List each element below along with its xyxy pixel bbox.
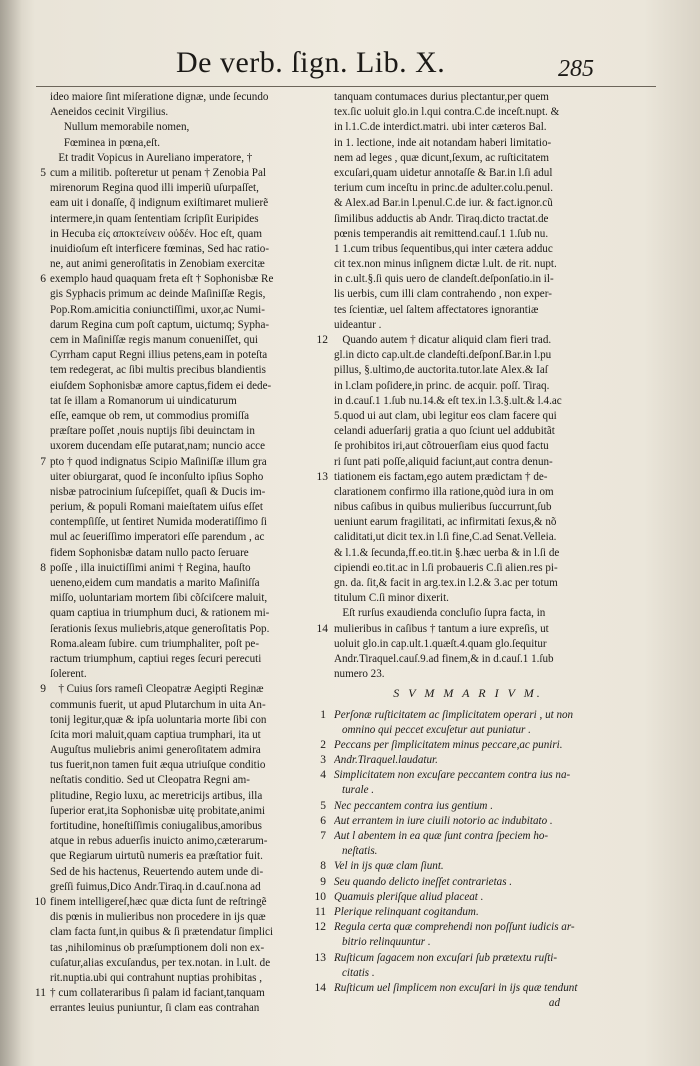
- text-line: [334, 318, 602, 333]
- text-line: [50, 318, 314, 333]
- text-line: [334, 485, 602, 500]
- text-line: [50, 287, 314, 302]
- text-line: [50, 941, 314, 956]
- text-line: [316, 622, 602, 637]
- summary-item: [314, 951, 602, 981]
- summary-text: Quamuis pleriſque aliud placeat .: [334, 890, 484, 903]
- text-line: [50, 394, 314, 409]
- summary-text: omnino qui peccet excuſetur aut puniatur .: [342, 723, 531, 736]
- line-text: finem intelligereſ,hæc quæ dicta ſunt de reſtringẽ: [50, 895, 267, 908]
- text-line: [334, 591, 602, 606]
- line-text: in l.clam poſidere,in princ. de acquir. poſſ. Tiraq.: [334, 379, 550, 392]
- line-text: nibus caſibus in quibus mulieribus ſuccurrunt,ſub: [334, 501, 552, 514]
- line-text: 5.quod ui aut clam, ubi legitur eos clam facere qui: [334, 409, 557, 422]
- text-line: [50, 120, 314, 135]
- line-text: mul ac ſeueriſſimo imperatori eſſe parendum , ac: [50, 531, 265, 544]
- text-line: [50, 424, 314, 439]
- text-line: [334, 227, 602, 242]
- text-line: [334, 424, 602, 439]
- text-line: [50, 470, 314, 485]
- text-line: [50, 485, 314, 500]
- marginal-number: 7: [40, 455, 46, 468]
- line-text: in d.cauſ.1 1.ſub nu.14.& eſt tex.in l.3.§.ult.& l.4.ac: [334, 394, 562, 407]
- text-line: [50, 956, 314, 971]
- text-line: [40, 682, 314, 697]
- text-line: [334, 652, 602, 667]
- text-line: [334, 181, 602, 196]
- summary-list: [314, 708, 602, 997]
- line-text: cit tex.non minus inſignem dictæ l.ult. de rit. nupt.: [334, 258, 557, 271]
- line-text: dis pœnis in mulieribus non procedere in ijs quæ: [50, 911, 266, 924]
- line-text: pœnis temperandis ait remittend.cauſ.1 1.ſub nu.: [334, 227, 549, 240]
- text-line: [50, 667, 314, 682]
- text-line: [50, 212, 314, 227]
- text-line: [316, 333, 602, 348]
- line-text: nem ad leges , quæ dicunt,ſexum, ac ruſticitatem: [334, 151, 550, 164]
- line-text: tex.ſic uoluit glo.in l.qui contra.C.de inceſt.nupt. &: [334, 106, 560, 119]
- summary-text: turale .: [342, 784, 375, 797]
- line-text: uxorem ducendam eſſe putarat,nam; nuncio acce: [50, 440, 266, 453]
- summary-number: 9: [320, 875, 326, 888]
- line-text: tanquam contumaces durius plectantur,per quem: [334, 91, 549, 103]
- line-text: intermere,in quam ſententiam ſcripſit Euripides: [50, 212, 259, 225]
- line-text: Fœminea in pœna,eſt.: [50, 136, 160, 149]
- text-line: [334, 348, 602, 363]
- line-text: Roma.aleam ſubire. cum triumphaliter, poſt pe-: [50, 637, 260, 650]
- text-line: [50, 576, 314, 591]
- page-header: [0, 46, 700, 86]
- summary-number: 14: [314, 981, 326, 994]
- line-text: fortitudine, honeſtiſſimis coniugalibus,amoribus: [50, 820, 262, 832]
- line-text: fidem Sophonisbæ datam nullo pacto ſeruare: [50, 546, 249, 559]
- line-text: cem in Maſiniſſæ regis manum conueniſſet, qui: [50, 334, 258, 346]
- text-line: [40, 561, 314, 576]
- line-text: in Hecuba εἰς αποκτείνειν οὐδέν. Hoc eſt, quam: [50, 227, 262, 240]
- text-line: [50, 303, 314, 318]
- text-line: [334, 667, 602, 682]
- summary-text: Ruſticum uel ſimplicem non excuſari in ijs quæ tendunt: [334, 981, 578, 994]
- summary-number: 11: [314, 905, 326, 918]
- text-line: [334, 287, 602, 302]
- text-line: [50, 804, 314, 819]
- marginal-number: 10: [34, 895, 46, 908]
- text-line: [50, 136, 314, 151]
- line-text: ſerationis ſexus muliebris,atque generoſitatis Pop.: [50, 622, 270, 635]
- text-line: [50, 652, 314, 667]
- line-text: tes ſcientiæ, uel ſaltem affectatores ignorantiæ: [334, 303, 539, 316]
- text-line: [50, 500, 314, 515]
- summary-text: Simplicitatem non excuſare peccantem contra ius na-: [334, 769, 571, 782]
- text-line: [334, 363, 602, 378]
- text-line: [50, 530, 314, 545]
- text-line: [334, 105, 602, 120]
- marginal-number: 5: [40, 166, 46, 179]
- right-text-column: [314, 90, 602, 1011]
- text-line: [50, 257, 314, 272]
- line-text: eſſe, eamque ob rem, ut commodius promiſſa: [50, 409, 250, 422]
- text-line: [50, 515, 314, 530]
- text-line: [50, 773, 314, 788]
- line-text: tus fuerit,non tamen fuit æqua utriuſque conditio: [50, 759, 266, 772]
- marginal-number: 14: [316, 622, 328, 635]
- summary-number: 5: [320, 799, 326, 812]
- line-text: exemplo haud quaquam freta eſt † Sophonisbæ Re: [50, 273, 274, 286]
- line-text: tem redegerat, ac ſibi multis precibus blandientis: [50, 364, 266, 377]
- text-line: [50, 925, 314, 940]
- summary-item: [320, 859, 602, 874]
- line-text: & l.1.& ſecunda,ff.eo.tit.in §.hæc uerba & in l.ſi de: [334, 546, 560, 559]
- line-text: inuidioſum eſt interficere fœminas, Sed hac ratio-: [50, 242, 270, 255]
- line-text: gn. da. ſit,& facit in arg.tex.in l.2.& 3.ac per totum: [334, 577, 558, 589]
- text-line: [50, 849, 314, 864]
- text-line: [334, 576, 602, 591]
- marginal-number: 12: [316, 334, 328, 346]
- summary-number: 12: [314, 921, 326, 934]
- summary-text: Peccans per ſimplicitatem minus peccare,ac puniri.: [334, 738, 563, 751]
- text-line: [334, 136, 602, 151]
- line-text: uideantur .: [334, 318, 382, 331]
- line-text: Eſt rurſus exaudienda concluſio ſupra facta, in: [334, 607, 546, 620]
- text-line: [334, 455, 602, 470]
- text-line: [334, 212, 602, 227]
- line-text: 1 1.cum tribus ſequentibus,qui inter cætera adduc: [334, 242, 553, 255]
- text-line: [334, 379, 602, 394]
- line-text: & Alex.ad Bar.in l.penul.C.de iur. & fact.ignor.cũ: [334, 197, 553, 210]
- line-text: poſſe , illa inuictiſſimi animi † Regina, hauſto: [50, 561, 251, 574]
- line-text: Cyrrham caput Regni illius petens,eam in poteſta: [50, 349, 268, 362]
- line-text: eiuſdem Sophonisbæ amore captus,fidem ei dede-: [50, 379, 272, 392]
- text-line: [50, 971, 314, 986]
- text-line: [50, 910, 314, 925]
- text-line: [334, 500, 602, 515]
- line-text: Nullum memorabile nomen,: [50, 121, 190, 134]
- marginal-number: 9: [40, 683, 46, 696]
- line-text: errantes leuius puniuntur, ſi clam eas contrahan: [50, 1002, 260, 1015]
- summary-text: neſtatis.: [342, 845, 378, 858]
- text-line: [50, 379, 314, 394]
- summary-text: Seu quando delicto ineſſet contrarietas .: [334, 875, 513, 888]
- line-text: uoluit glo.in cap.ult.1.quæſt.4.quam glo.ſequitur: [334, 637, 547, 650]
- running-title: De verb. ſign. Lib. X.: [176, 46, 446, 79]
- text-line: [334, 515, 602, 530]
- line-text: contempſiſſe, ut ſentiret Numida moderatiſſimo ſi: [50, 516, 267, 529]
- catchword: ad: [548, 997, 560, 1010]
- text-line: [50, 439, 314, 454]
- text-line: [334, 257, 602, 272]
- page-number: 285: [558, 56, 594, 82]
- summary-number: 3: [320, 754, 326, 767]
- line-text: Auguſtus muliebris animi generoſitatem admira: [50, 744, 261, 757]
- text-line: [40, 455, 314, 470]
- line-text: cuſatur,alias excuſandus, per tex.notan. in l.ult. de: [50, 956, 271, 969]
- line-text: gl.in dicto cap.ult.de clandeſti.deſponſ.Bar.in l.pu: [334, 349, 552, 362]
- text-line: [334, 546, 602, 561]
- text-line: [34, 895, 314, 910]
- text-line: [334, 196, 602, 211]
- text-line: [50, 333, 314, 348]
- line-text: Pop.Rom.amicitia coniunctiſſimi, uxor,ac Numi-: [50, 303, 265, 316]
- line-text: Aeneidos cecinit Virgilius.: [50, 106, 169, 119]
- line-text: excuſari,quam uidetur annotaſſe & Bar.in l.ſi adul: [334, 166, 553, 179]
- text-line: [50, 363, 314, 378]
- line-text: in 1. lectione, inde ait notandam haberi limitatio-: [334, 136, 552, 149]
- summary-number: 2: [320, 738, 326, 751]
- line-text: ſe prohibitos iri,aut cõtrouerſiam eius quod factu: [334, 440, 549, 453]
- summary-number: 10: [314, 890, 326, 903]
- left-text-column: [34, 90, 314, 1016]
- summary-text: Aut errantem in iure ciuili notorio ac indubitato .: [334, 814, 553, 827]
- line-text: neſtatis conditio. Sed ut Cleopatra Regni am-: [50, 774, 250, 787]
- summary-text: Andr.Tiraquel.laudatur.: [334, 754, 438, 767]
- summary-text: Nec peccantem contra ius gentium .: [334, 799, 493, 812]
- summary-text: Perſonæ ruſticitatem ac ſimplicitatem operari , ut non: [334, 708, 574, 721]
- line-text: mirenorum Regina quod illi imperiũ uſurpaſſet,: [50, 182, 259, 195]
- line-text: communis fuerit, ut apud Plutarchum in uita An-: [50, 698, 266, 711]
- text-line: [316, 470, 602, 485]
- text-line: [50, 151, 314, 166]
- summary-text: Aut l abentem in ea quæ ſunt contra ſpeciem ho-: [334, 830, 549, 843]
- summary-number: 4: [320, 769, 326, 782]
- line-text: quam captiua in triumphum duci, & rationem mi-: [50, 607, 270, 620]
- text-line: [50, 348, 314, 363]
- line-text: que Regiarum uirtutũ numeris ea præſtatior fuit.: [50, 850, 263, 863]
- text-line: [50, 90, 314, 105]
- summary-text: bitrio relinquuntur .: [342, 936, 431, 949]
- line-text: Et tradit Vopicus in Aureliano imperatore, †: [50, 151, 253, 164]
- line-text: † Cuius ſors rameſi Cleopatræ Aegipti Reginæ: [50, 683, 264, 696]
- text-line: [34, 986, 314, 1001]
- summary-number: 8: [320, 860, 326, 873]
- text-line: [334, 303, 602, 318]
- summary-text: Ruſticum ſagacem non excuſari ſub prætextu ruſti-: [334, 951, 558, 964]
- line-text: darum Regina cum poſt captum, uictumq; Sypha-: [50, 318, 270, 331]
- line-text: nisbæ patrocinium ſuſcepiſſet, quaſi & Ducis im-: [50, 485, 266, 498]
- line-text: perium, & populi Romani maieſtatem uiſus eſſet: [50, 501, 263, 514]
- summary-item: [320, 708, 602, 738]
- line-text: cum a militib. poſteretur ut penam † Zenobia Pal: [50, 166, 266, 179]
- text-line: [50, 819, 314, 834]
- text-line: [334, 272, 602, 287]
- text-line: [50, 622, 314, 637]
- line-text: greſſi fuimus,Dico Andr.Tiraq.in d.cauſ.nona ad: [50, 880, 261, 893]
- text-line: [50, 105, 314, 120]
- text-line: [334, 530, 602, 545]
- text-line: [334, 120, 602, 135]
- line-text: caliditati,ut dicit tex.in l.ſi fine,C.ad Senat.Velleia.: [334, 531, 557, 544]
- text-line: [50, 880, 314, 895]
- line-text: terium cum inceſtu in princ.de adulter.colu.penul.: [334, 182, 554, 195]
- summary-item: [314, 920, 602, 950]
- line-text: lis uerbis, cum illi clam contrahendo , non exper-: [334, 288, 552, 301]
- line-text: tiationem eis factam,ego autem prædictam † de-: [334, 470, 548, 483]
- summary-text: citatis .: [342, 966, 375, 979]
- summary-item: [320, 799, 602, 814]
- line-text: uiter obiurgarat, quod ſe inconſulto ipſius Sopho: [50, 470, 264, 483]
- line-text: atque in rebus aduerſis inuicto animo,cæterarum-: [50, 835, 268, 848]
- text-line: [50, 728, 314, 743]
- line-text: ractum triumphum, captiui reges ſecuri perecuti: [50, 652, 262, 665]
- text-line: [50, 865, 314, 880]
- line-text: tonij legitur,quæ & ipſa uoluntaria morte ſibi con: [50, 713, 267, 726]
- summary-item: [320, 814, 602, 829]
- line-text: pto † quod indignatus Scipio Maſiniſſæ illum gra: [50, 455, 267, 468]
- line-text: celandi aduerſarij gratia a quo ſciunt uel addubitãt: [334, 425, 555, 438]
- summary-item: [320, 875, 602, 890]
- text-line: [334, 409, 602, 424]
- line-text: in l.1.C.de interdict.matri. ubi inter cæteros Bal.: [334, 121, 547, 134]
- summary-item: [320, 753, 602, 768]
- line-text: cipiendi eo.tit.ac in l.ſi probaueris C.ſi alien.res pi-: [334, 561, 558, 574]
- line-text: rit.nuptia.ubi qui contrahunt nuptias prohibitas ,: [50, 971, 262, 984]
- text-line: [50, 743, 314, 758]
- line-text: in c.ult.§.ſi quis uero de clandeſt.deſponſatio.in il-: [334, 273, 554, 286]
- line-text: eam uit i donaſſe, q̃ indignum exiſtimaret mulierẽ: [50, 197, 269, 210]
- line-text: ideo maiore ſint miſeratione dignæ, unde ſecundo: [50, 91, 269, 103]
- text-line: [334, 166, 602, 181]
- summary-item: [320, 829, 602, 859]
- marginal-number: 13: [316, 470, 328, 483]
- summary-heading: S V M M A R I V M.: [393, 686, 543, 701]
- line-text: tas ,nihilominus ob præſumptionem doli non ex-: [50, 941, 265, 954]
- text-line: [50, 181, 314, 196]
- summary-number: 6: [320, 814, 326, 827]
- summary-number: 7: [320, 830, 326, 843]
- marginal-number: 8: [40, 561, 46, 574]
- summary-item: [314, 905, 602, 920]
- line-text: ueneno,eidem cum mandatis a marito Maſiniſſa: [50, 577, 260, 589]
- text-line: [50, 606, 314, 621]
- line-text: Sed de his hactenus, Reuertendo autem unde di-: [50, 865, 264, 878]
- line-text: titulum C.ſi minor dixerit.: [334, 592, 449, 605]
- line-text: præſtare poſſet ,nouis nuptijs ſibi deuinctam in: [50, 425, 255, 438]
- line-text: tat ſe illam a Romanorum ui uindicaturum: [50, 394, 237, 407]
- text-line: [50, 758, 314, 773]
- text-line: [40, 166, 314, 181]
- right-body-text: [316, 90, 602, 682]
- text-line: [334, 90, 602, 105]
- text-line: [40, 272, 314, 287]
- text-line: [334, 394, 602, 409]
- summary-text: Plerique relinquant cogitandum.: [334, 905, 479, 918]
- text-line: [334, 151, 602, 166]
- text-line: [50, 1001, 314, 1016]
- line-text: ne, aut animi generoſitatis in Zenobiam exercitæ: [50, 258, 265, 271]
- line-text: ſuperior erat,ita Sophonisbæ uitę probitate,animi: [50, 804, 266, 817]
- line-text: Quando autem † dicatur aliquid clam fieri trad.: [334, 334, 552, 346]
- line-text: ueniunt earum fragilitati, ac infirmitati ſexus,& nõ: [334, 516, 557, 529]
- header-rule: [36, 86, 656, 87]
- line-text: Andr.Tiraquel.cauſ.9.ad finem,& in d.cauſ.1 1.ſub: [334, 652, 554, 665]
- text-line: [334, 606, 602, 621]
- text-line: [50, 591, 314, 606]
- text-line: [50, 713, 314, 728]
- line-text: numero 23.: [334, 668, 385, 681]
- summary-item: [320, 738, 602, 753]
- text-line: [50, 789, 314, 804]
- line-text: gis Syphacis primum ac deinde Maſiniſſæ Regis,: [50, 288, 266, 301]
- line-text: mulieribus in caſibus † tantum a iure expreſis, ut: [334, 622, 549, 635]
- marginal-number: 11: [34, 987, 46, 1000]
- text-line: [50, 546, 314, 561]
- summary-number: 1: [320, 708, 326, 721]
- line-text: ſcita mori maluit,quam captiua trumphari, ita ut: [50, 728, 261, 741]
- line-text: ri ſunt pati poſſe,aliquid faciunt,aut contra denun-: [334, 455, 553, 468]
- marginal-number: 6: [40, 273, 46, 286]
- summary-text: Regula certa quæ comprehendi non poſſunt iudicis ar-: [334, 921, 575, 934]
- text-line: [334, 637, 602, 652]
- text-line: [50, 698, 314, 713]
- summary-item: [314, 890, 602, 905]
- text-line: [50, 242, 314, 257]
- summary-item: [320, 768, 602, 798]
- line-text: ſimilibus adductis ab Andr. Tiraq.dicto tractat.de: [334, 212, 549, 225]
- text-line: [334, 561, 602, 576]
- gutter-shadow: [0, 0, 22, 1066]
- text-line: [334, 439, 602, 454]
- text-line: [50, 196, 314, 211]
- text-line: [50, 227, 314, 242]
- summary-item: [314, 981, 602, 996]
- line-text: ſolerent.: [50, 668, 87, 681]
- text-line: [50, 409, 314, 424]
- text-line: [50, 834, 314, 849]
- line-text: † cum collateraribus ſi palam id faciant,tanquam: [50, 987, 265, 1000]
- summary-text: Vel in ijs quæ clam ſiunt.: [334, 860, 444, 873]
- text-line: [334, 242, 602, 257]
- line-text: clam facta ſunt,in quibus & ſi prætendatur ſimplici: [50, 926, 274, 939]
- line-text: clarationem confirmo illa ratione,quòd iura in om: [334, 485, 554, 498]
- line-text: miſſo, uoluntariam mortem ſibi cõſciſcere maluit,: [50, 592, 268, 605]
- line-text: plitudine, Regio luxu, ac meretricijs artibus, illa: [50, 789, 263, 802]
- summary-number: 13: [314, 951, 326, 964]
- text-line: [50, 637, 314, 652]
- line-text: pillus, §.ultimo,de auctorita.tutor.late Alex.& Iaſ: [334, 364, 548, 377]
